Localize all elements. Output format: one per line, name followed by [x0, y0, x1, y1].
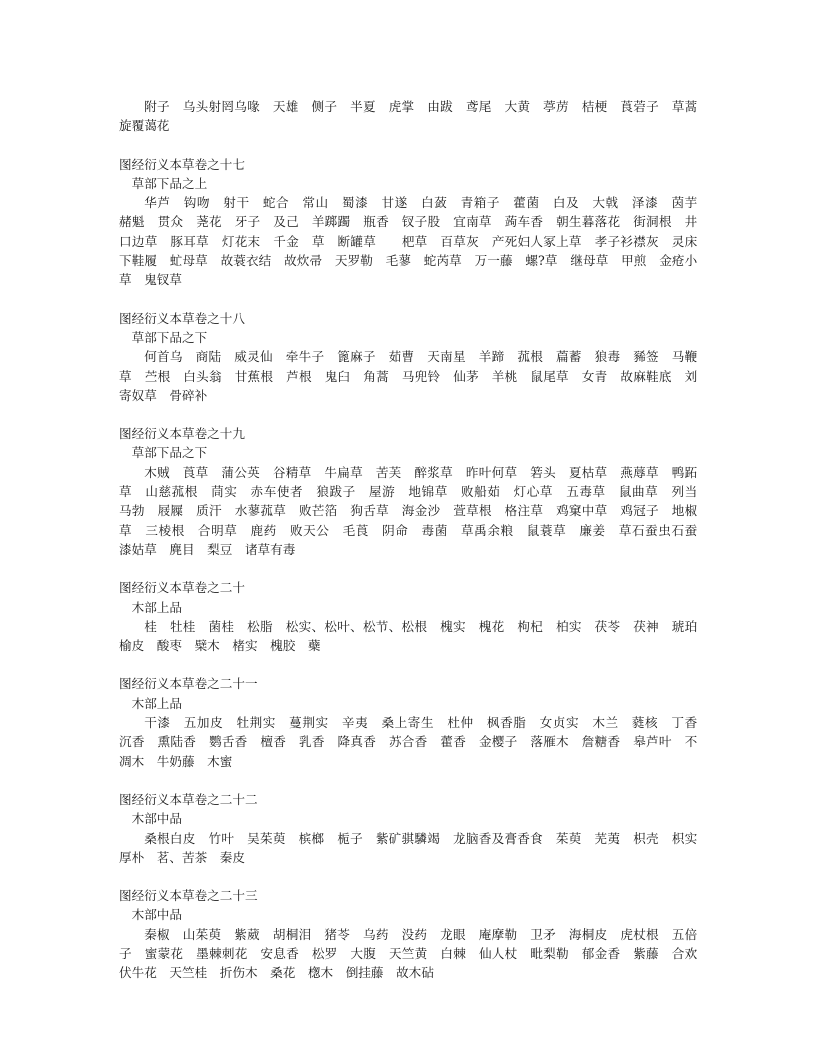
- herb-item: 倒挂藤: [345, 965, 384, 981]
- herb-item: 墨棘刺花: [196, 945, 248, 961]
- herb-item: 侧子: [311, 99, 338, 114]
- herb-item: 狗舌草: [350, 503, 389, 519]
- herb-item: 谷精草: [272, 464, 312, 480]
- herb-item: 商陆: [195, 349, 222, 365]
- herb-item: 厚朴: [119, 849, 145, 865]
- herb-item: 松实、松叶、松节、松根: [285, 618, 428, 634]
- herb-item: 猪苓: [324, 926, 351, 942]
- herb-item: 百草灰: [440, 233, 479, 249]
- herb-item: 草禹余粮: [461, 522, 514, 538]
- herb-item: 槐胶: [270, 638, 296, 654]
- herb-item: 昨叶何草: [465, 464, 518, 480]
- herb-item: 地锦草: [408, 484, 448, 500]
- herb-item: 合明草: [197, 522, 238, 538]
- document-page: [119, 97, 697, 983]
- herb-item: 甘蕉根: [234, 368, 274, 384]
- herb-item: 鬼钗草: [144, 272, 182, 288]
- herb-item: 鸡窠中草: [556, 503, 608, 519]
- herb-item: 地椒草: [119, 503, 698, 538]
- herb-item: 草: [311, 233, 325, 249]
- herb-item: 故蓑衣结: [220, 253, 272, 269]
- section-title: 木部中品: [131, 907, 182, 923]
- herb-item: 附子: [144, 99, 170, 114]
- herb-item: 龙脑香及膏香食: [453, 830, 544, 846]
- herb-item: 鸢尾: [465, 99, 492, 114]
- herb-item: 松脂: [247, 618, 273, 634]
- herb-item: 莨草: [182, 464, 209, 480]
- herb-item: 桂: [144, 618, 158, 634]
- section-title: 木部上品: [131, 695, 182, 711]
- herb-item: 楮实: [232, 638, 258, 654]
- herb-item: 鼠尾草: [530, 368, 569, 384]
- herb-item: 山茱萸: [182, 926, 222, 942]
- volume-section: [119, 674, 697, 770]
- herb-item: 天罗勒: [334, 253, 373, 269]
- herb-item: 琥珀: [671, 618, 698, 634]
- herb-item: 井口边草: [119, 214, 698, 249]
- herb-item: 藿菌: [513, 195, 540, 211]
- herb-item: 毛蓼: [385, 253, 412, 269]
- herb-item: 马兜铃: [401, 368, 441, 384]
- herb-item: 鹦舌香: [208, 734, 248, 750]
- volume-section: [119, 886, 697, 982]
- section-title: 草部下品之上: [131, 175, 208, 191]
- herb-item: 万一藤: [474, 253, 513, 269]
- herb-item: 五毒草: [566, 484, 606, 500]
- herb-item: 檗木: [194, 638, 220, 654]
- herb-item: 苦芙: [375, 464, 402, 480]
- herb-item: 屋游: [368, 484, 396, 500]
- herb-item: 茹曹: [388, 349, 415, 365]
- herb-item: 仙人杖: [478, 945, 518, 961]
- herb-item: 苎根: [144, 368, 171, 384]
- herb-item: 木蜜: [207, 753, 233, 769]
- herb-item: 辛夷: [341, 715, 369, 731]
- herb-item: 木贼: [144, 464, 170, 480]
- herb-item: 鹿药: [250, 522, 277, 538]
- herb-list: [119, 925, 697, 983]
- herb-item: 鸡冠子: [620, 503, 659, 519]
- herb-item: 梨豆: [207, 541, 233, 557]
- herb-item: 草石蚕虫石蚕: [618, 522, 698, 538]
- herb-list: [119, 347, 697, 405]
- herb-item: 灵床下鞋履: [119, 233, 698, 269]
- herb-item: 金樱子: [478, 734, 518, 750]
- herb-item: 伏牛花: [119, 965, 157, 981]
- herb-item: 茱萸: [555, 830, 582, 846]
- herb-item: 栀子: [337, 830, 363, 846]
- herb-item: 故木砧: [396, 965, 434, 981]
- herb-item: 蒟车香: [504, 214, 544, 230]
- herb-item: 鸭跖草: [119, 464, 698, 500]
- herb-item: 枳实: [671, 830, 698, 846]
- herb-item: 羊桃: [491, 368, 518, 384]
- herb-item: 灯心草: [513, 484, 554, 500]
- herb-item: 合欢: [671, 945, 698, 961]
- herb-item: 蕤核: [631, 715, 659, 731]
- volume-title: 图经衍义本草卷之十七: [119, 156, 245, 172]
- volume-title: 图经衍义本草卷之十八: [119, 310, 245, 326]
- herb-item: 大戟: [592, 195, 619, 211]
- herb-item: 屐屧: [157, 503, 184, 519]
- herb-item: 产死妇人冢上草: [491, 233, 582, 249]
- volume-section: [119, 155, 697, 290]
- herb-item: 折伤木: [219, 965, 258, 981]
- herb-item: 大黄: [504, 99, 531, 114]
- herb-item: 由跋: [427, 99, 454, 114]
- herb-item: 泽漆: [631, 195, 659, 211]
- herb-item: 庵摩勒: [478, 926, 518, 942]
- herb-item: 豨签: [633, 349, 659, 365]
- herb-item: 白及: [552, 195, 580, 211]
- herb-item: 虎杖根: [620, 926, 659, 942]
- herb-item: 败天公: [290, 522, 330, 538]
- herb-item: 牛扁草: [324, 464, 363, 480]
- herb-item: 天南星: [427, 349, 466, 365]
- herb-item: 乌药: [362, 926, 389, 942]
- herb-item: 质汗: [196, 503, 222, 519]
- herb-item: 格注草: [504, 503, 544, 519]
- herb-item: 骨碎补: [169, 387, 208, 403]
- herb-item: 街洞根: [633, 214, 672, 230]
- herb-item: 篦麻子: [337, 349, 376, 365]
- herb-item: 茵芋: [671, 195, 698, 211]
- herb-item: 沉香: [119, 734, 145, 750]
- herb-item: 牙子: [234, 214, 261, 230]
- herb-item: 菰根: [517, 349, 544, 365]
- herb-item: 菌桂: [208, 618, 235, 634]
- herb-item: 芜荑: [594, 830, 621, 846]
- herb-item: 灯花末: [221, 233, 261, 249]
- herb-item: 桑根白皮: [144, 830, 196, 846]
- section-title: 草部下品之下: [131, 329, 208, 345]
- herb-item: 马鞭草: [119, 349, 698, 384]
- herb-item: 威灵仙: [234, 349, 273, 365]
- section-title: 木部中品: [131, 811, 182, 827]
- herb-item: 甲煎: [621, 253, 647, 269]
- volume-section: [119, 424, 697, 559]
- herb-item: 白棘: [440, 945, 467, 961]
- herb-item: 藿香: [440, 734, 467, 750]
- herb-item: 詹糖香: [581, 734, 621, 750]
- herb-item: 瓶香: [363, 214, 389, 230]
- herb-item: 宜南草: [453, 214, 492, 230]
- herb-item: 赭魁: [119, 214, 145, 230]
- volume-title: 图经衍义本草卷之二十一: [119, 676, 258, 692]
- herb-item: 漆姑草: [119, 541, 157, 557]
- herb-item: 柏实: [555, 618, 582, 634]
- herb-item: 牡荆实: [236, 715, 276, 731]
- herb-item: 牡桂: [169, 618, 196, 634]
- herb-item: 郁金香: [581, 945, 621, 961]
- herb-item: 胡桐泪: [272, 926, 312, 942]
- herb-item: 竹叶: [208, 830, 235, 846]
- volume-title: 图经衍义本草卷之二十三: [119, 888, 258, 904]
- herb-item: 白头翁: [183, 368, 222, 384]
- herb-list: [119, 193, 697, 289]
- herb-item: 山慈菰根: [145, 484, 198, 500]
- herb-item: 不凋木: [119, 734, 698, 769]
- herb-item: 没药: [401, 926, 428, 942]
- herb-item: 降真香: [337, 734, 377, 750]
- section-title: 木部上品: [131, 599, 182, 615]
- herb-item: 卫矛: [530, 926, 556, 942]
- herb-item: 羊踯躅: [311, 214, 351, 230]
- herb-item: 虎掌: [388, 99, 415, 114]
- volume-title: 图经衍义本草卷之二十: [119, 580, 245, 596]
- herb-item: 紫葳: [234, 926, 260, 942]
- herb-list: [119, 713, 697, 771]
- herb-item: 茯苓: [594, 618, 621, 634]
- herb-item: 羊蹄: [478, 349, 505, 365]
- herb-item: 莨菪子: [620, 99, 659, 114]
- herb-item: 乳香: [298, 734, 325, 750]
- herb-item: 杷草: [388, 233, 428, 249]
- herb-item: 蜜蒙花: [144, 945, 184, 961]
- herb-item: 水蓼菰草: [234, 503, 287, 519]
- herb-item: 何首乌: [144, 349, 183, 365]
- herb-item: 白蔹: [421, 195, 448, 211]
- herb-item: 皋芦叶: [633, 734, 672, 750]
- herb-item: 天竺桂: [169, 965, 208, 981]
- herb-item: 刘寄奴草: [119, 368, 698, 403]
- herb-item: 仙茅: [453, 368, 479, 384]
- herb-item: 大腹: [350, 945, 377, 961]
- herb-item: 秦皮: [219, 849, 245, 865]
- herb-item: 败船茹: [461, 484, 501, 500]
- herb-item: 杜仲: [447, 715, 474, 731]
- herb-item: 继母草: [570, 253, 609, 269]
- herb-item: 桔梗: [581, 99, 608, 114]
- herb-item: 草蒿: [671, 99, 698, 114]
- herb-item: 马勃: [119, 503, 145, 519]
- herb-item: 断罐草: [337, 233, 377, 249]
- herb-item: 海金沙: [401, 503, 441, 519]
- herb-item: 廉姜: [579, 522, 606, 538]
- herb-item: 落雁木: [530, 734, 569, 750]
- herb-item: 海桐皮: [568, 926, 608, 942]
- herb-item: 牛奶藤: [156, 753, 195, 769]
- herb-item: 秦椒: [144, 926, 170, 942]
- herb-item: 败芒箔: [298, 503, 338, 519]
- herb-item: 豚耳草: [170, 233, 209, 249]
- herb-item: 萹蓄: [555, 349, 582, 365]
- herb-item: 蘗: [307, 638, 321, 654]
- herb-item: 檀香: [260, 734, 287, 750]
- section-title: 草部下品之下: [131, 445, 208, 461]
- herb-item: 贯众: [157, 214, 184, 230]
- herb-item: 射干: [223, 195, 250, 211]
- herb-item: 千金: [273, 233, 299, 249]
- volume-title: 图经衍义本草卷之十九: [119, 426, 245, 442]
- herb-item: 狼跋子: [316, 484, 356, 500]
- herb-item: 故炊帚: [284, 253, 323, 269]
- herb-item: 蛇芮草: [423, 253, 462, 269]
- herb-item: 鬼臼: [324, 368, 351, 384]
- herb-item: 木兰: [592, 715, 619, 731]
- herb-item: 茼实: [211, 484, 238, 500]
- herb-item: 吴茱萸: [247, 830, 286, 846]
- herb-item: 角蒿: [363, 368, 389, 384]
- herb-item: 萱草根: [453, 503, 492, 519]
- herb-item: 孝子衫襟灰: [594, 233, 659, 249]
- herb-item: 熏陆香: [157, 734, 197, 750]
- herb-item: 女青: [581, 368, 608, 384]
- herb-list: [119, 617, 697, 656]
- herb-item: 青箱子: [460, 195, 501, 211]
- continuation-list: [119, 97, 697, 136]
- herb-item: 诸草有毒: [244, 541, 296, 557]
- herb-item: 乌头射罔乌喙: [182, 99, 260, 114]
- herb-item: 枳壳: [633, 830, 659, 846]
- herb-item: 五倍子: [119, 926, 698, 961]
- herb-item: 列当: [671, 484, 698, 500]
- herb-item: 麂目: [169, 541, 195, 557]
- herb-item: 钩吻: [183, 195, 211, 211]
- herb-list: [119, 829, 697, 868]
- herb-item: 葶苈: [543, 99, 569, 114]
- herb-item: 牵牛子: [285, 349, 325, 365]
- herb-item: 天竺黄: [388, 945, 428, 961]
- herb-item: 螺?草: [525, 253, 558, 269]
- herb-item: 榆皮: [119, 638, 145, 654]
- herb-item: 华芦: [144, 195, 171, 211]
- herb-item: 松罗: [311, 945, 338, 961]
- herb-item: 苏合香: [388, 734, 428, 750]
- herb-item: 枸杞: [517, 618, 544, 634]
- herb-item: 五加皮: [183, 715, 224, 731]
- herb-item: 枫香脂: [486, 715, 527, 731]
- volume-list: [119, 155, 697, 983]
- herb-item: 甘遂: [381, 195, 408, 211]
- herb-item: 常山: [302, 195, 329, 211]
- herb-item: 芦根: [286, 368, 312, 384]
- herb-item: 夏枯草: [568, 464, 608, 480]
- herb-item: 毗梨勒: [530, 945, 569, 961]
- herb-item: 燕蓐草: [620, 464, 659, 480]
- herb-item: 钗子股: [401, 214, 441, 230]
- herb-item: 故麻鞋底: [620, 368, 672, 384]
- herb-item: 三棱根: [145, 522, 185, 538]
- herb-item: 毒菌: [421, 522, 448, 538]
- herb-item: 毛莨: [342, 522, 369, 538]
- herb-item: 赤车使者: [250, 484, 304, 500]
- herb-item: 狼毒: [594, 349, 621, 365]
- herb-item: 桑花: [270, 965, 296, 981]
- herb-item: 箬头: [530, 464, 556, 480]
- volume-title: 图经衍义本草卷之二十二: [119, 791, 258, 807]
- herb-item: 槐实: [440, 618, 466, 634]
- herb-item: 鼠蓑草: [526, 522, 567, 538]
- herb-item: 虻母草: [169, 253, 208, 269]
- herb-list: [119, 463, 697, 559]
- herb-item: 金疮小草: [119, 253, 698, 288]
- herb-item: 酸枣: [156, 638, 182, 654]
- herb-item: 鼠曲草: [618, 484, 659, 500]
- herb-item: 旋覆蔼花: [119, 118, 170, 134]
- herb-item: 紫矿骐驎竭: [375, 830, 441, 846]
- herb-item: 槟榔: [298, 830, 325, 846]
- herb-item: 干漆: [144, 715, 171, 731]
- volume-section: [119, 309, 697, 405]
- herb-item: 朝生暮落花: [556, 214, 621, 230]
- herb-item: 茯神: [633, 618, 659, 634]
- volume-section: [119, 578, 697, 655]
- volume-section: [119, 790, 697, 867]
- herb-item: 蜀漆: [341, 195, 369, 211]
- herb-item: 女贞实: [539, 715, 580, 731]
- herb-item: 半夏: [350, 99, 376, 114]
- herb-item: 蛇合: [262, 195, 290, 211]
- herb-item: 紫藤: [633, 945, 659, 961]
- herb-item: 及己: [273, 214, 299, 230]
- herb-item: 醉浆草: [414, 464, 454, 480]
- herb-item: 丁香: [671, 715, 698, 731]
- herb-item: 龙眼: [440, 926, 466, 942]
- herb-item: 荛花: [196, 214, 222, 230]
- herb-item: 蒲公英: [221, 464, 260, 480]
- herb-item: 桑上寄生: [381, 715, 435, 731]
- herb-item: 茗、苦茶: [156, 849, 208, 865]
- herb-item: 槐花: [478, 618, 505, 634]
- herb-item: 天雄: [272, 99, 299, 114]
- herb-item: 阴命: [382, 522, 409, 538]
- herb-item: 楤木: [307, 965, 334, 981]
- herb-item: 蔓荆实: [289, 715, 329, 731]
- herb-item: 安息香: [260, 945, 299, 961]
